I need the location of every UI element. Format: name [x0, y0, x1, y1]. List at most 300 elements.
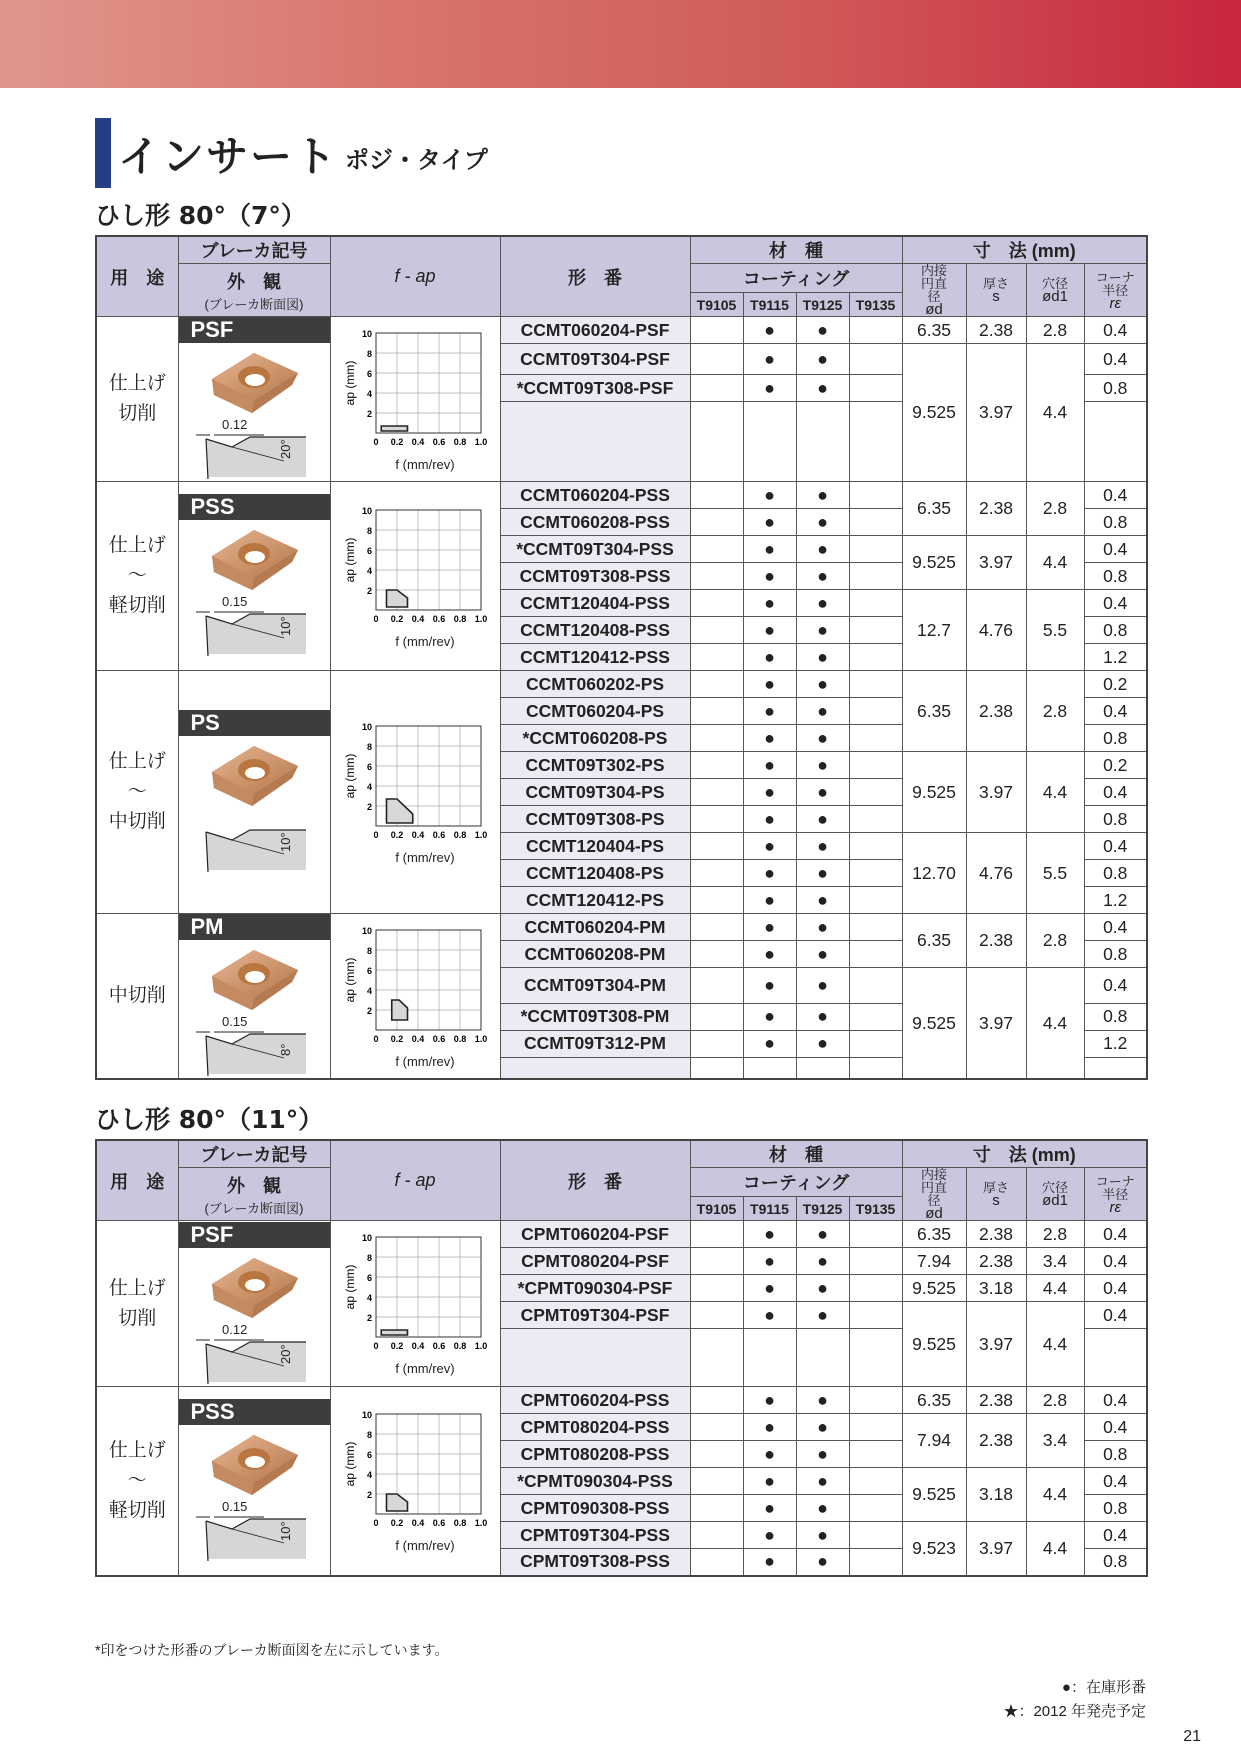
- recommended-region: [387, 799, 413, 823]
- x-tick-label: 0.2: [390, 829, 404, 840]
- col-use: 用 途: [96, 1140, 178, 1221]
- stock-dot-icon: [690, 617, 743, 644]
- stock-dot-icon: [690, 671, 743, 698]
- stock-dot-icon: ●: [743, 1003, 796, 1030]
- insert-photo: [204, 946, 304, 1014]
- dim-r: 0.8: [1084, 1441, 1147, 1468]
- stock-dot-icon: [690, 1248, 743, 1275]
- fap-chart: [340, 720, 490, 845]
- dim-d1: 5.5: [1026, 590, 1084, 671]
- recommended-region: [381, 426, 407, 431]
- stock-dot-icon: ●: [796, 536, 849, 563]
- stock-dot-icon: [849, 806, 902, 833]
- stock-dot-icon: [849, 644, 902, 671]
- use-cell: 仕上げ 切削: [96, 317, 178, 482]
- stock-dot-icon: [849, 1468, 902, 1495]
- insert-photo: [204, 742, 304, 810]
- appearance-cell: [178, 317, 330, 482]
- y-tick-label: 8: [366, 348, 372, 359]
- dim-d: 6.35: [902, 1387, 966, 1414]
- y-tick-label: 4: [366, 1470, 372, 1481]
- dim-d: 9.525: [902, 1302, 966, 1387]
- stock-dot-icon: [690, 914, 743, 941]
- stock-dot-icon: [849, 1495, 902, 1522]
- dim-r: 0.8: [1084, 806, 1147, 833]
- x-tick-label: 0.6: [432, 1033, 446, 1044]
- stock-dot-icon: [849, 941, 902, 968]
- stock-dot-icon: ●: [743, 941, 796, 968]
- col-dim-s: 厚さ s: [966, 264, 1026, 317]
- stock-dot-icon: ●: [796, 914, 849, 941]
- x-tick-label: 0.8: [453, 829, 467, 840]
- stock-dot-icon: [690, 590, 743, 617]
- dim-d1: 4.4: [1026, 536, 1084, 590]
- appearance-cell: [178, 671, 330, 914]
- model-number: CCMT09T304-PSF: [500, 344, 690, 375]
- dim-d1: 3.4: [1026, 1248, 1084, 1275]
- stock-dot-icon: ●: [743, 725, 796, 752]
- dim-s: 2.38: [966, 914, 1026, 968]
- insert-table-11deg: [95, 1139, 1148, 1577]
- stock-dot-icon: ●: [743, 1221, 796, 1248]
- rake-angle-label: 20°: [278, 1343, 293, 1364]
- dim-r: 0.4: [1084, 1522, 1147, 1549]
- stock-dot-icon: ●: [743, 563, 796, 590]
- dim-d1: 2.8: [1026, 482, 1084, 536]
- recommended-region: [387, 1494, 408, 1511]
- stock-dot-icon: [690, 725, 743, 752]
- y-tick-label: 10: [361, 1233, 372, 1243]
- y-tick-label: 6: [366, 1450, 372, 1461]
- title-accent-bar: [95, 118, 111, 188]
- y-axis-label: ap (mm): [343, 1264, 357, 1310]
- stock-dot-icon: [690, 482, 743, 509]
- table-row: [96, 317, 1147, 344]
- col-breaker-symbol: ブレーカ記号: [178, 1140, 330, 1168]
- dim-r: 1.2: [1084, 1030, 1147, 1057]
- stock-dot-icon: ●: [743, 1495, 796, 1522]
- stock-dot-icon: [690, 941, 743, 968]
- dim-s: 3.97: [966, 968, 1026, 1080]
- col-grade: T9115: [743, 293, 796, 317]
- land-width-label: 0.12: [222, 1321, 248, 1337]
- stock-dot-icon: ●: [796, 1468, 849, 1495]
- stock-dot-icon: ●: [796, 725, 849, 752]
- x-tick-label: 0.8: [453, 1341, 467, 1351]
- col-dim-d: 内接円直径 ød: [902, 1168, 966, 1221]
- page-number: 21: [1183, 1728, 1201, 1745]
- stock-dot-icon: ●: [743, 1302, 796, 1329]
- land-width-label: 0.15: [222, 1014, 248, 1029]
- fap-chart: [340, 327, 490, 452]
- breaker-symbol: PSS: [179, 1399, 330, 1425]
- recommended-region: [381, 1330, 407, 1335]
- x-axis-label: f (mm/rev): [395, 849, 455, 865]
- x-axis-label: f (mm/rev): [395, 1053, 455, 1069]
- model-number: CPMT09T304-PSF: [500, 1302, 690, 1329]
- dim-r: 0.4: [1084, 1468, 1147, 1495]
- dim-d: 9.525: [902, 1468, 966, 1522]
- x-tick-label: 0: [373, 436, 379, 447]
- stock-dot-icon: ●: [796, 1549, 849, 1576]
- y-axis-label: ap (mm): [343, 957, 357, 1002]
- rake-angle-label: 10°: [278, 832, 293, 852]
- x-tick-label: 0.2: [390, 436, 404, 447]
- stock-dot-icon: ●: [743, 1387, 796, 1414]
- dim-s: 3.97: [966, 344, 1026, 482]
- dim-r: 0.8: [1084, 1549, 1147, 1576]
- stock-dot-icon: [690, 1387, 743, 1414]
- col-fap: f - ap: [330, 1140, 500, 1221]
- y-tick-label: 8: [366, 525, 372, 536]
- stock-dot-icon: [849, 1030, 902, 1057]
- rake-angle-label: 8°: [278, 1043, 293, 1056]
- dim-r: 0.4: [1084, 779, 1147, 806]
- stock-dot-icon: ●: [796, 563, 849, 590]
- y-tick-label: 4: [366, 1293, 372, 1303]
- model-number: CCMT060202-PS: [500, 671, 690, 698]
- stock-dot-icon: ●: [743, 887, 796, 914]
- stock-dot-icon: [849, 617, 902, 644]
- dim-d: 6.35: [902, 671, 966, 752]
- stock-dot-icon: [849, 779, 902, 806]
- rake-angle-label: 20°: [278, 439, 293, 459]
- x-tick-label: 1.0: [474, 829, 488, 840]
- model-number: CCMT120412-PS: [500, 887, 690, 914]
- model-number: CPMT09T304-PSS: [500, 1522, 690, 1549]
- stock-dot-icon: [849, 590, 902, 617]
- dim-d1: 5.5: [1026, 833, 1084, 914]
- stock-dot-icon: [690, 968, 743, 1004]
- stock-dot-icon: ●: [796, 509, 849, 536]
- model-number: CPMT060204-PSF: [500, 1221, 690, 1248]
- dim-r: 0.2: [1084, 671, 1147, 698]
- stock-dot-icon: [849, 1441, 902, 1468]
- dim-r: 1.2: [1084, 887, 1147, 914]
- breaker-symbol: PSF: [179, 1222, 330, 1248]
- fap-cell: [330, 671, 500, 914]
- dim-r: 0.4: [1084, 698, 1147, 725]
- recommended-region: [392, 1000, 408, 1020]
- col-grade: T9125: [796, 293, 849, 317]
- dim-r: 0.4: [1084, 1221, 1147, 1248]
- model-number: CCMT060204-PSF: [500, 317, 690, 344]
- y-tick-label: 6: [366, 368, 372, 379]
- x-tick-label: 0.2: [390, 613, 404, 624]
- model-number: CPMT080204-PSS: [500, 1414, 690, 1441]
- stock-dot-icon: [690, 536, 743, 563]
- insert-photo: [204, 526, 304, 594]
- x-tick-label: 0.4: [411, 613, 425, 624]
- fap-cell: [330, 1387, 500, 1576]
- model-number: CPMT080208-PSS: [500, 1441, 690, 1468]
- stock-dot-icon: [849, 887, 902, 914]
- appearance-cell: [178, 914, 330, 1080]
- dim-s: 3.18: [966, 1468, 1026, 1522]
- appearance-cell: [178, 1221, 330, 1387]
- y-tick-label: 4: [366, 388, 372, 399]
- stock-dot-icon: [849, 1221, 902, 1248]
- x-tick-label: 0.2: [390, 1518, 404, 1529]
- y-tick-label: 2: [366, 408, 372, 419]
- dim-r: 0.8: [1084, 509, 1147, 536]
- dim-d: 12.70: [902, 833, 966, 914]
- y-tick-label: 6: [366, 1273, 372, 1283]
- header-band: [0, 0, 1241, 88]
- dim-r: 0.4: [1084, 1387, 1147, 1414]
- dim-s: 3.97: [966, 752, 1026, 833]
- stock-dot-icon: ●: [743, 914, 796, 941]
- x-tick-label: 0: [373, 1033, 379, 1044]
- dim-s: 3.97: [966, 536, 1026, 590]
- stock-dot-icon: ●: [743, 1248, 796, 1275]
- use-cell: 仕上げ ～ 中切削: [96, 671, 178, 914]
- footnote: *印をつけた形番のブレーカ断面図を左に示しています。: [95, 1642, 449, 1658]
- col-dim-d: 内接円直径 ød: [902, 264, 966, 317]
- stock-dot-icon: ●: [743, 806, 796, 833]
- model-number: CCMT120408-PSS: [500, 617, 690, 644]
- stock-dot-icon: [849, 698, 902, 725]
- x-tick-label: 1.0: [474, 1033, 488, 1044]
- stock-dot-icon: ●: [796, 806, 849, 833]
- y-tick-label: 10: [361, 925, 372, 936]
- stock-dot-icon: [690, 1522, 743, 1549]
- stock-dot-icon: ●: [796, 590, 849, 617]
- y-tick-label: 10: [361, 1410, 372, 1421]
- stock-dot-icon: [690, 1468, 743, 1495]
- stock-dot-icon: [690, 1495, 743, 1522]
- stock-dot-icon: [690, 833, 743, 860]
- insert-photo: [204, 1254, 304, 1322]
- stock-dot-icon: ●: [1061, 1679, 1071, 1696]
- model-number: *CPMT090304-PSS: [500, 1468, 690, 1495]
- stock-dot-icon: ●: [796, 1248, 849, 1275]
- stock-dot-icon: [690, 860, 743, 887]
- y-axis-label: ap (mm): [343, 1441, 357, 1487]
- page-title: インサート: [118, 132, 339, 181]
- dim-r: 0.4: [1084, 1248, 1147, 1275]
- stock-dot-icon: ●: [796, 344, 849, 375]
- land-width-label: 0.15: [222, 1498, 248, 1514]
- stock-dot-icon: ●: [796, 833, 849, 860]
- stock-dot-icon: ●: [743, 752, 796, 779]
- col-fap: f - ap: [330, 236, 500, 317]
- stock-dot-icon: ●: [743, 1441, 796, 1468]
- dim-r: 0.4: [1084, 482, 1147, 509]
- section-heading-11deg: ひし形 80°（11°）: [95, 1105, 324, 1134]
- y-tick-label: 2: [366, 1313, 372, 1323]
- x-tick-label: 0: [373, 1518, 379, 1529]
- y-tick-label: 8: [366, 741, 372, 752]
- stock-dot-icon: ●: [743, 644, 796, 671]
- col-grade: T9135: [849, 1197, 902, 1221]
- stock-dot-icon: ●: [796, 1302, 849, 1329]
- table-row: [96, 482, 1147, 509]
- dim-s: 3.97: [966, 1522, 1026, 1576]
- col-coating: コーティング: [690, 1168, 902, 1197]
- stock-dot-icon: ●: [796, 860, 849, 887]
- dim-r: 0.4: [1084, 968, 1147, 1004]
- fap-chart: [340, 504, 490, 629]
- stock-dot-icon: ●: [743, 860, 796, 887]
- stock-dot-icon: ●: [796, 941, 849, 968]
- model-number: CCMT120412-PSS: [500, 644, 690, 671]
- model-number: CPMT080204-PSF: [500, 1248, 690, 1275]
- stock-dot-icon: [849, 509, 902, 536]
- dim-r: 0.8: [1084, 941, 1147, 968]
- breaker-section-diagram: [194, 1014, 314, 1078]
- dim-d: 9.525: [902, 536, 966, 590]
- dim-d: 9.525: [902, 344, 966, 482]
- stock-dot-icon: [849, 344, 902, 375]
- stock-dot-icon: ●: [743, 1414, 796, 1441]
- use-cell: 中切削: [96, 914, 178, 1080]
- dim-d1: 3.4: [1026, 1414, 1084, 1468]
- col-dim-r: コーナ半径 rε: [1084, 264, 1147, 317]
- stock-dot-icon: [849, 1522, 902, 1549]
- x-axis-label: f (mm/rev): [395, 1538, 455, 1554]
- stock-dot-icon: [849, 860, 902, 887]
- stock-dot-icon: [849, 317, 902, 344]
- stock-dot-icon: ●: [796, 1221, 849, 1248]
- stock-dot-icon: [690, 1441, 743, 1468]
- dim-d: 9.525: [902, 1275, 966, 1302]
- dim-d1: 4.4: [1026, 344, 1084, 482]
- dim-d1: 2.8: [1026, 1387, 1084, 1414]
- col-material: 材 種: [690, 236, 902, 264]
- x-tick-label: 1.0: [474, 1518, 488, 1529]
- x-tick-label: 0: [373, 613, 379, 624]
- stock-dot-icon: ●: [743, 317, 796, 344]
- model-number: CPMT09T308-PSS: [500, 1549, 690, 1576]
- model-number: *CCMT09T308-PM: [500, 1003, 690, 1030]
- dim-r: 0.4: [1084, 914, 1147, 941]
- stock-dot-icon: ●: [796, 1003, 849, 1030]
- dim-d1: 2.8: [1026, 914, 1084, 968]
- stock-dot-icon: [690, 779, 743, 806]
- model-number: *CCMT09T308-PSF: [500, 375, 690, 402]
- stock-dot-icon: [690, 1302, 743, 1329]
- x-tick-label: 0.6: [432, 1518, 446, 1529]
- dim-s: 2.38: [966, 317, 1026, 344]
- y-tick-label: 4: [366, 781, 372, 792]
- dim-d: 7.94: [902, 1248, 966, 1275]
- stock-dot-icon: ●: [743, 1549, 796, 1576]
- model-number: CCMT09T308-PSS: [500, 563, 690, 590]
- dim-s: 3.18: [966, 1275, 1026, 1302]
- dim-s: 2.38: [966, 1414, 1026, 1468]
- stock-dot-icon: ●: [796, 698, 849, 725]
- insert-table-7deg: [95, 235, 1148, 1080]
- stock-dot-icon: ●: [796, 1441, 849, 1468]
- stock-dot-icon: ●: [796, 1387, 849, 1414]
- stock-dot-icon: [690, 563, 743, 590]
- stock-dot-icon: ●: [796, 617, 849, 644]
- model-number: CCMT120404-PSS: [500, 590, 690, 617]
- dim-s: 4.76: [966, 590, 1026, 671]
- x-axis-label: f (mm/rev): [395, 633, 455, 649]
- y-tick-label: 6: [366, 965, 372, 976]
- x-tick-label: 0.4: [411, 436, 425, 447]
- breaker-symbol: PSS: [179, 494, 330, 520]
- stock-dot-icon: [690, 1549, 743, 1576]
- y-tick-label: 2: [366, 801, 372, 812]
- stock-dot-icon: ●: [743, 482, 796, 509]
- legend-planned: ★：2012 年発売予定: [1003, 1703, 1146, 1720]
- col-grade: T9115: [743, 1197, 796, 1221]
- col-use: 用 途: [96, 236, 178, 317]
- stock-dot-icon: [849, 833, 902, 860]
- breaker-symbol: PS: [179, 710, 330, 736]
- recommended-region: [387, 590, 408, 607]
- dim-r: 0.4: [1084, 344, 1147, 375]
- dim-r: 0.8: [1084, 375, 1147, 402]
- model-number: CCMT120404-PS: [500, 833, 690, 860]
- dim-r: 0.8: [1084, 725, 1147, 752]
- x-tick-label: 0.4: [411, 1033, 425, 1044]
- stock-dot-icon: ●: [743, 344, 796, 375]
- stock-dot-icon: ●: [796, 317, 849, 344]
- dim-d: 6.35: [902, 482, 966, 536]
- col-dimensions: 寸 法 (mm): [902, 236, 1147, 264]
- x-tick-label: 0.8: [453, 1033, 467, 1044]
- dim-r: 0.4: [1084, 536, 1147, 563]
- breaker-section-diagram: [194, 1499, 314, 1563]
- stock-dot-icon: ●: [743, 536, 796, 563]
- stock-dot-icon: [849, 1248, 902, 1275]
- dim-r: 0.8: [1084, 860, 1147, 887]
- stock-dot-icon: [690, 344, 743, 375]
- dim-d: 9.523: [902, 1522, 966, 1576]
- dim-s: 2.38: [966, 1248, 1026, 1275]
- dim-d1: 4.4: [1026, 1468, 1084, 1522]
- stock-dot-icon: [690, 752, 743, 779]
- dim-d1: 4.4: [1026, 1275, 1084, 1302]
- section-heading-7deg: ひし形 80°（7°）: [95, 201, 306, 230]
- model-number: CCMT060204-PM: [500, 914, 690, 941]
- stock-dot-icon: [849, 536, 902, 563]
- fap-chart: [340, 1408, 490, 1533]
- model-number: CCMT060208-PSS: [500, 509, 690, 536]
- col-appearance: 外 観 (ブレーカ断面図): [178, 264, 330, 317]
- breaker-symbol: PM: [179, 914, 330, 940]
- stock-dot-icon: [690, 1003, 743, 1030]
- stock-dot-icon: ●: [743, 617, 796, 644]
- dim-r: 0.2: [1084, 752, 1147, 779]
- y-axis-label: ap (mm): [343, 537, 357, 582]
- col-coating: コーティング: [690, 264, 902, 293]
- table-row: [96, 1387, 1147, 1414]
- x-tick-label: 0.8: [453, 1518, 467, 1529]
- breaker-section-diagram: [194, 417, 314, 481]
- stock-dot-icon: ●: [743, 1522, 796, 1549]
- fap-cell: [330, 317, 500, 482]
- x-axis-label: f (mm/rev): [395, 1361, 455, 1376]
- col-grade: T9135: [849, 293, 902, 317]
- dim-d1: 2.8: [1026, 671, 1084, 752]
- table-row: [96, 914, 1147, 941]
- y-tick-label: 8: [366, 1253, 372, 1263]
- col-grade: T9105: [690, 293, 743, 317]
- col-breaker-symbol: ブレーカ記号: [178, 236, 330, 264]
- stock-dot-icon: [690, 644, 743, 671]
- model-number: CCMT060208-PM: [500, 941, 690, 968]
- x-axis-label: f (mm/rev): [395, 456, 455, 472]
- x-tick-label: 0.4: [411, 829, 425, 840]
- col-dim-d1: 穴径 ød1: [1026, 1168, 1084, 1221]
- stock-dot-icon: ●: [796, 887, 849, 914]
- plot-frame: [376, 1237, 481, 1337]
